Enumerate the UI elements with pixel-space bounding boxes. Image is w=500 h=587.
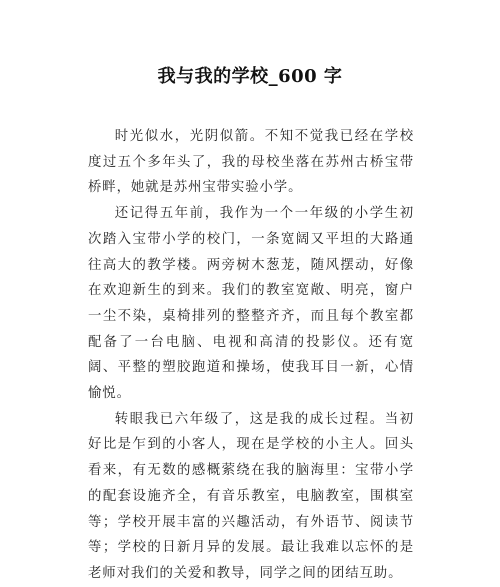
document-body: [88, 124, 414, 587]
document-title: 我与我的学校_600 字: [157, 66, 343, 87]
paragraph-3: 转眼我已六年级了，这是我的成长过程。当初好比是乍到的小客人，现在是学校的小主人。回头看来，有无数的感概萦绕在我的脑海里：宝带小学的配套设施齐全，有音乐教室，电脑教室，围棋室等；学校开展丰富的兴趣活动，有外语节、阅读节等；学校的日新月异的发展。最让我难以忘怀的是老师对我们的关爱和教导，同学之间的团结互助。: [88, 411, 414, 581]
paragraph-1: 时光似水，光阴似箭。不知不觉我已经在学校度过五个多年头了，我的母校坐落在苏州古桥宝带桥畔，她就是苏州宝带实验小学。: [88, 129, 414, 196]
paragraph-2: 还记得五年前，我作为一个一年级的小学生初次踏入宝带小学的校门，一条宽阔又平坦的大路通往高大的教学楼。两旁树木葱茏，随风摆动，好像在欢迎新生的到来。我们的教室宽敞、明亮，窗户一尘不染，桌椅排列的整整齐齐，而且每个教室都配备了一台电脑、电视和高清的投影仪。还有宽阔、平整的塑胶跑道和操场，使我耳目一新，心情愉悦。: [88, 206, 414, 402]
